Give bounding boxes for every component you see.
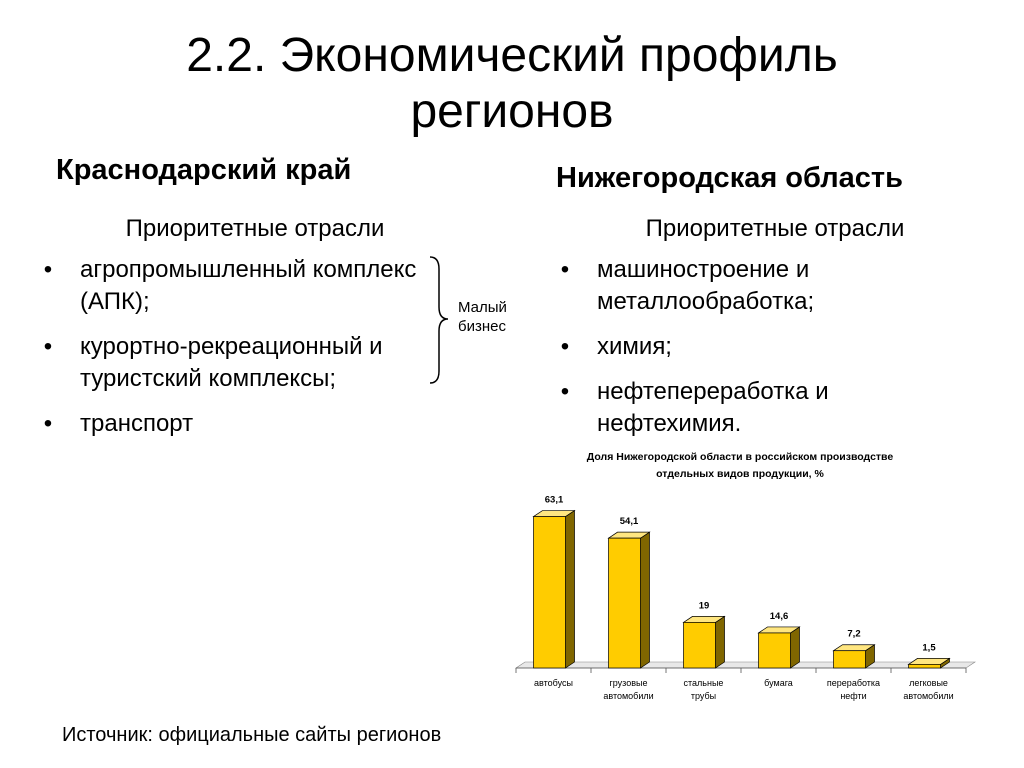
right-curly-brace-icon (428, 255, 450, 385)
bar (759, 633, 791, 668)
chart-floor (516, 662, 975, 668)
nizhny-subheading: Приоритетные отрасли (645, 215, 905, 242)
bar (609, 538, 641, 668)
bullet-icon: • (560, 333, 570, 360)
data-label: 1,5 (922, 642, 936, 654)
bullet-icon: • (43, 410, 53, 437)
bar (834, 651, 866, 668)
category-label: трубы (690, 691, 717, 701)
data-label: 14,6 (769, 610, 789, 622)
list-item-text: курортно-рекреационный и туристский комплексы; (80, 333, 383, 392)
category-label: легковые (909, 678, 948, 688)
category-label: переработка (826, 678, 881, 688)
category-label: бумага (764, 678, 793, 688)
bar-side (716, 616, 725, 668)
list-item-text: агропромышленный комплекс (АПК); (80, 256, 417, 315)
list-item (555, 376, 895, 440)
list-item-text: машиностроение и металлообработка; (597, 256, 815, 315)
bullet-icon: • (560, 378, 570, 405)
data-label: 54,1 (619, 516, 639, 528)
bar (534, 517, 566, 668)
list-item (38, 254, 448, 318)
nizhny-industries-list (555, 254, 895, 453)
data-label: 7,2 (847, 628, 861, 640)
bar-side (641, 532, 650, 668)
krasnodar-subheading: Приоритетные отрасли (125, 215, 385, 242)
category-label: автобусы (534, 678, 573, 688)
bullet-icon: • (43, 256, 53, 283)
data-label: 19 (698, 600, 710, 612)
bullet-icon: • (560, 256, 570, 283)
chart-title-line: отдельных видов продукции, % (656, 468, 824, 480)
list-item-text: нефтепереработка и нефтехимия. (597, 378, 829, 437)
slide-title-line-1: 2.2. Экономический профиль (186, 29, 838, 82)
bar-side (566, 511, 575, 668)
category-label: нефти (840, 691, 867, 701)
slide-title (0, 28, 1024, 140)
krasnodar-industries-list (38, 254, 448, 453)
chart-title-line: Доля Нижегородской области в российском производстве (586, 451, 894, 463)
bar (909, 664, 941, 668)
category-label: стальные (683, 678, 724, 688)
slide-title-line-2: регионов (410, 85, 614, 138)
data-label: 63,1 (544, 494, 564, 506)
list-item (38, 408, 448, 440)
category-label: автомобили (903, 691, 954, 701)
list-item-text: транспорт (80, 410, 194, 437)
list-item-text: химия; (597, 333, 672, 360)
nizhny-heading: Нижегородская область (556, 162, 903, 194)
small-business-note: Малый бизнес (458, 299, 507, 335)
source-note: Источник: официальные сайты регионов (62, 724, 442, 746)
bar (684, 622, 716, 668)
list-item (38, 331, 448, 395)
bar-side (791, 627, 800, 668)
bar-chart-svg (500, 440, 980, 715)
list-item (555, 254, 895, 318)
krasnodar-heading: Краснодарский край (56, 154, 352, 186)
bullet-icon: • (43, 333, 53, 360)
list-item (555, 331, 895, 363)
production-share-chart (500, 440, 980, 720)
category-label: автомобили (603, 691, 654, 701)
category-label: грузовые (609, 678, 648, 688)
